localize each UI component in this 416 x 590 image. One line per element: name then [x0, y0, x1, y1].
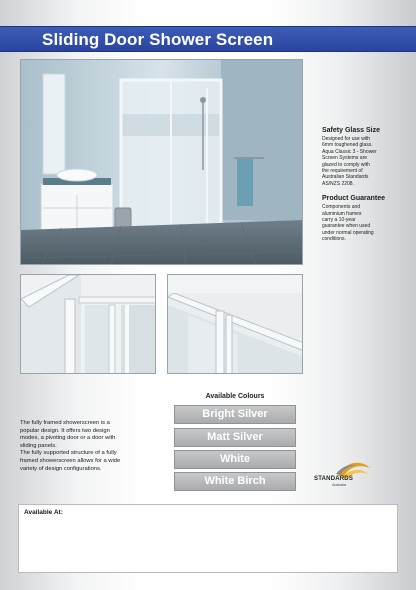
- description-line: popular design. It offers two design: [20, 427, 110, 434]
- description-line: framed showerscreen allows for a wide: [20, 457, 121, 464]
- colour-option-bright-silver[interactable]: Bright Silver: [174, 405, 296, 424]
- available-at-box: [18, 504, 398, 573]
- safety-glass-heading: Safety Glass Size: [322, 127, 380, 134]
- safety-line: 6mm toughened glass.: [322, 142, 373, 149]
- guarantee-line: Components and: [322, 204, 361, 211]
- product-info: [322, 126, 408, 243]
- logo-subtitle: Australia: [332, 483, 346, 487]
- guarantee-line: guarantee when used: [322, 223, 371, 230]
- safety-line: AS/NZS 2208.: [322, 180, 354, 187]
- guarantee-line: aluminium frames: [322, 210, 362, 217]
- safety-line: Designed for use with: [322, 136, 371, 142]
- available-at-label: Available At:: [24, 509, 63, 516]
- colour-option-white-birch[interactable]: White Birch: [174, 472, 296, 491]
- frame-detail-photo-2: [167, 274, 303, 374]
- safety-line: Aqua Classic 3 - Shower: [322, 148, 377, 155]
- bathroom-photo: [20, 59, 303, 265]
- description-line: The fully supported structure of a fully: [20, 450, 117, 457]
- page-title: Sliding Door Shower Screen: [42, 30, 274, 49]
- logo-name: STANDARDS: [314, 476, 354, 482]
- description-line: sliding panels.: [20, 442, 57, 449]
- available-colours-heading: Available Colours: [205, 393, 265, 400]
- product-guarantee-text: [322, 204, 408, 242]
- safety-glass-text: [322, 136, 408, 187]
- guarantee-line: carry a 10-year: [322, 217, 356, 224]
- guarantee-line: conditions.: [322, 236, 346, 243]
- product-guarantee-heading: Product Guarantee: [322, 195, 386, 203]
- product-description: [20, 420, 165, 473]
- colour-option-matt-silver[interactable]: Matt Silver: [174, 428, 296, 447]
- title-bar: [0, 26, 416, 52]
- safety-line: glazed to comply with: [322, 161, 370, 168]
- description-line: variety of design configurations.: [20, 465, 102, 472]
- guarantee-line: under normal operating: [322, 229, 374, 236]
- safety-line: Screen Systems are: [322, 155, 368, 162]
- safety-line: Australian Standards: [322, 174, 369, 181]
- safety-line: the requirement of: [322, 168, 363, 175]
- frame-detail-photo-1: [20, 274, 156, 374]
- colour-option-white[interactable]: White: [174, 450, 296, 469]
- description-line: modes, a pivoting door or a door with: [20, 435, 116, 442]
- description-line: The fully framed showerscreen is a: [20, 420, 110, 426]
